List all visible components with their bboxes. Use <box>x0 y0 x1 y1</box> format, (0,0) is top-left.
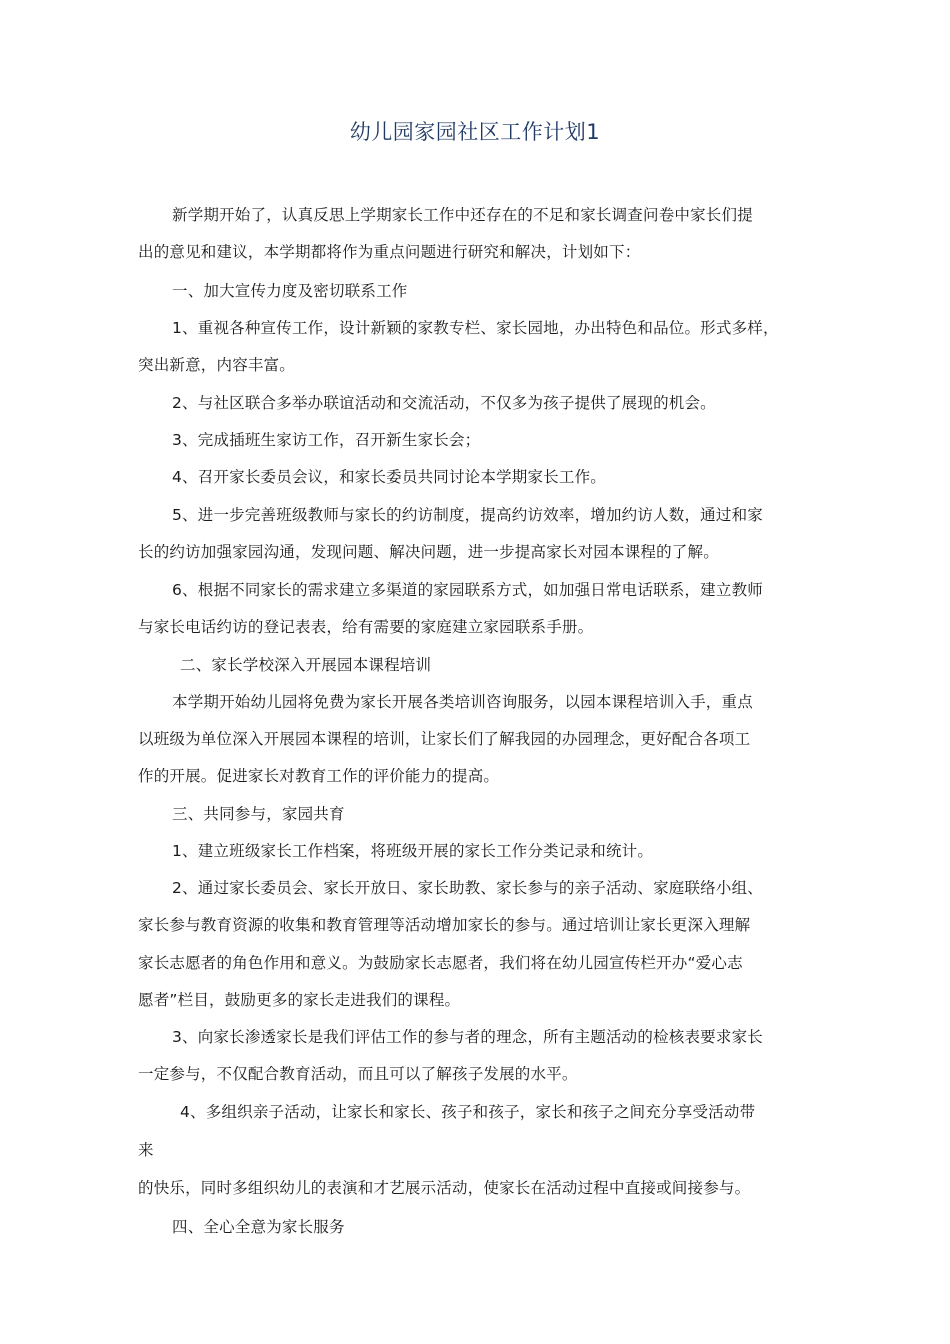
section-heading: 一、加大宣传力度及密切联系工作 <box>172 282 408 300</box>
paragraph-line: 本学期开始幼儿园将免费为家长开展各类培训咨询服务，以园本课程培训入手，重点 <box>172 693 753 711</box>
paragraph-line: 作的开展。促进家长对教育工作的评价能力的提高。 <box>138 767 500 785</box>
paragraph-line: 5、进一步完善班级教师与家长的约访制度，提高约访效率，增加约访人数，通过和家 <box>172 506 763 524</box>
paragraph-line: 3、完成插班生家访工作，召开新生家长会； <box>172 431 481 449</box>
paragraph-line: 4、召开家长委员会议，和家长委员共同讨论本学期家长工作。 <box>172 468 606 486</box>
paragraph-line: 来 <box>138 1141 154 1159</box>
paragraph-line: 新学期开始了，认真反思上学期家长工作中还存在的不足和家长调查问卷中家长们提 <box>172 206 753 224</box>
paragraph-line: 以班级为单位深入开展园本课程的培训，让家长们了解我园的办园理念，更好配合各项工 <box>138 730 751 748</box>
paragraph-line: 1、重视各种宣传工作，设计新颖的家教专栏、家长园地，办出特色和品位。形式多样， <box>172 319 779 337</box>
paragraph-line: 3、向家长渗透家长是我们评估工作的参与者的理念，所有主题活动的检核表要求家长 <box>172 1028 763 1046</box>
section-heading: 二、家长学校深入开展园本课程培训 <box>180 656 432 674</box>
document-title: 幼儿园家园社区工作计划1 <box>349 120 601 144</box>
paragraph-line: 家长志愿者的角色作用和意义。为鼓励家长志愿者，我们将在幼儿园宣传栏开办“爱心志 <box>138 954 743 972</box>
section-heading: 四、全心全意为家长服务 <box>172 1218 345 1236</box>
paragraph-line: 4、多组织亲子活动，让家长和家长、孩子和孩子，家长和孩子之间充分享受活动带 <box>180 1103 756 1121</box>
paragraph-line: 家长参与教育资源的收集和教育管理等活动增加家长的参与。通过培训让家长更深入理解 <box>138 916 751 934</box>
paragraph-line: 6、根据不同家长的需求建立多渠道的家园联系方式，如加强日常电话联系，建立教师 <box>172 581 763 599</box>
paragraph-line: 出的意见和建议，本学期都将作为重点问题进行研究和解决，计划如下： <box>138 243 641 261</box>
paragraph-line: 愿者”栏目，鼓励更多的家长走进我们的课程。 <box>138 991 461 1009</box>
section-heading: 三、共同参与，家园共育 <box>172 805 345 823</box>
paragraph-line: 2、与社区联合多举办联谊活动和交流活动，不仅多为孩子提供了展现的机会。 <box>172 394 716 412</box>
paragraph-line: 的快乐，同时多组织幼儿的表演和才艺展示活动，使家长在活动过程中直接或间接参与。 <box>138 1179 751 1197</box>
paragraph-line: 与家长电话约访的登记表表，给有需要的家庭建立家园联系手册。 <box>138 618 594 636</box>
paragraph-line: 长的约访加强家园沟通，发现问题、解决问题，进一步提高家长对园本课程的了解。 <box>138 543 719 561</box>
paragraph-line: 一定参与，不仅配合教育活动，而且可以了解孩子发展的水平。 <box>138 1065 578 1083</box>
paragraph-line: 突出新意，内容丰富。 <box>138 356 296 374</box>
paragraph-line: 1、建立班级家长工作档案，将班级开展的家长工作分类记录和统计。 <box>172 842 654 860</box>
paragraph-line: 2、通过家长委员会、家长开放日、家长助教、家长参与的亲子活动、家庭联络小组、 <box>172 879 763 897</box>
